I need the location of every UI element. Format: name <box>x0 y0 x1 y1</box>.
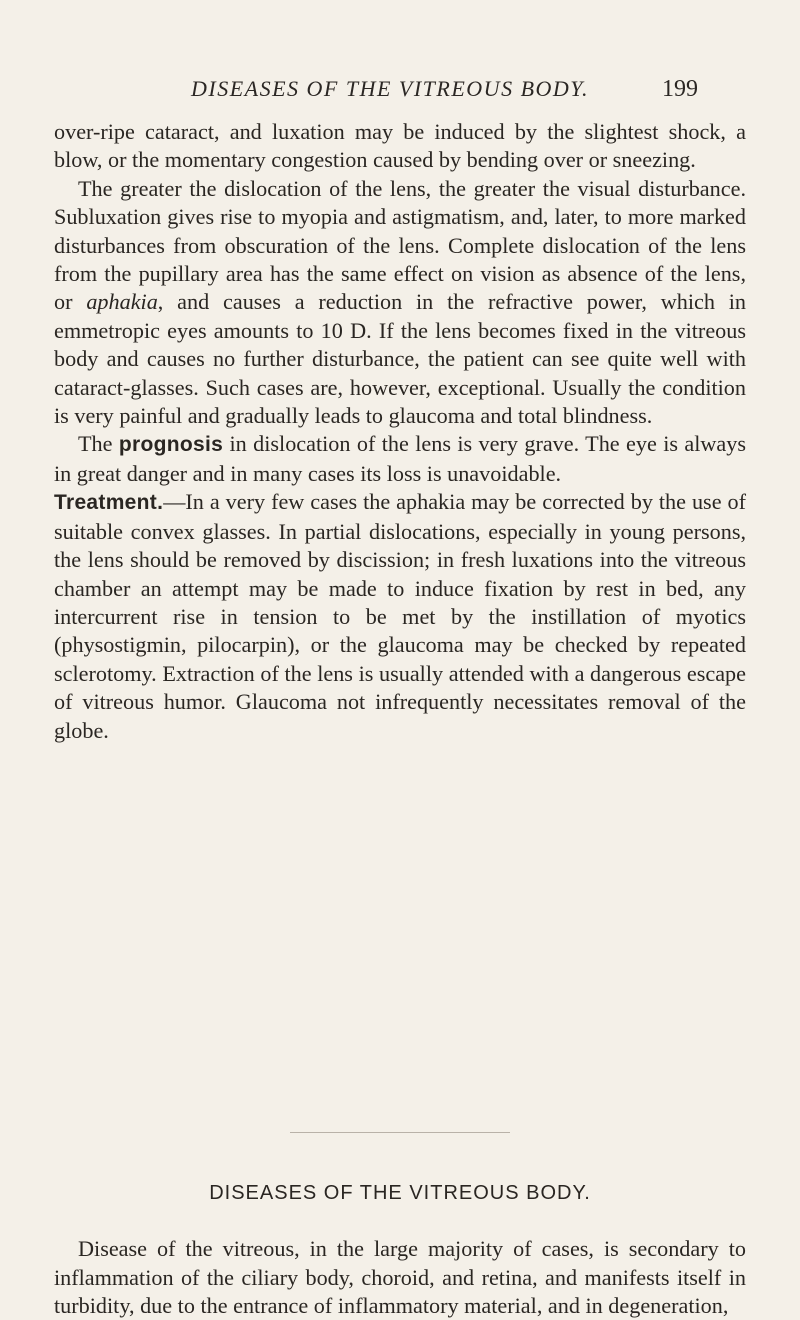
paragraph-text-end: —In a very few cases the aphakia may be corrected by the use of suitable convex glasses. In partial dislocations, especially in young persons, the lens should be removed by discission; in fresh luxations into the vitreous chamber an attempt may be made to induce fixation by rest in bed, any intercurrent rise in tension to be met by the instillation of myotics (physostigmin, pilocarpin), or the glaucoma may be checked by repeated sclerotomy. Extraction of the lens is usually attended with a dangerous escape of vitreous humor. Glaucoma not infrequently necessitates removal of the globe. <box>54 489 746 743</box>
section-heading: DISEASES OF THE VITREOUS BODY. <box>209 1182 591 1204</box>
paragraph-text-start: The <box>78 431 119 457</box>
paragraph-text: over-ripe cataract, and luxation may be induced by the slightest shock, a blow, or the momentary congestion caused by bending over or sneezing. <box>54 119 746 173</box>
paragraph-continuation <box>54 118 746 175</box>
italic-term-aphakia: aphakia <box>86 289 158 315</box>
section-paragraph: Disease of the vitreous, in the large majority of cases, is secondary to inflammation of the ciliary body, choroid, and retina, and manifests itself in turbidity, due to the entrance of inflammatory material, and in degeneration, <box>54 1236 746 1318</box>
page-number: 199 <box>662 76 698 102</box>
keyword-prognosis: prognosis <box>118 433 224 457</box>
paragraph-prognosis <box>54 430 746 488</box>
body-text <box>54 118 746 745</box>
paragraph-treatment <box>54 488 746 745</box>
keyword-treatment: Treatment. <box>54 491 164 515</box>
running-head <box>0 76 800 108</box>
paragraph-dislocation-effects <box>54 175 746 431</box>
paragraph-text-start: The greater the dislocation of the lens, the greater the visual disturbance. Subluxation gives rise to myopia and astigmatism, and, later, to more marked disturbances from obscuration of the lens. Complete dislocation of the lens from the pupillary area has the same effect on vision as absence of the lens, or <box>54 175 746 315</box>
section-divider <box>290 1132 510 1133</box>
paragraph-text-end: in dislocation of the lens is very grave. The eye is always in great danger and in many cases its loss is unavoidable. <box>54 431 746 486</box>
paragraph-text-end: , and causes a reduction in the refractive power, which in emmetropic eyes amounts to 10 D. If the lens becomes fixed in the vitreous body and causes no further disturbance, the patient can see quite well with cataract-glasses. Such cases are, however, exceptional. Usually the condition is very painful and gradually leads to glaucoma and total blindness. <box>54 289 747 429</box>
running-head-title: DISEASES OF THE VITREOUS BODY. <box>191 76 589 101</box>
